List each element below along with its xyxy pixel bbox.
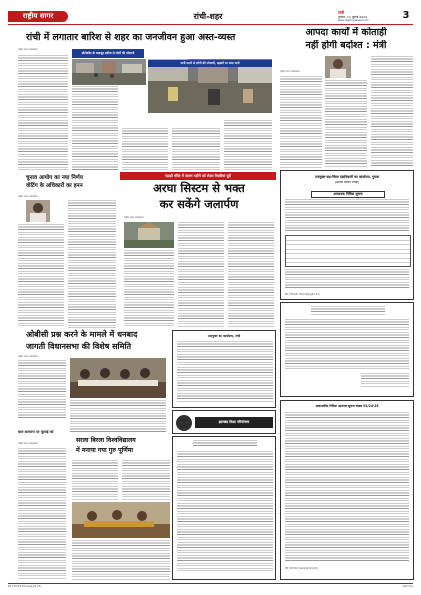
- election-body-col2: [68, 200, 116, 328]
- obc-body-col1: [18, 360, 66, 420]
- mid-body-col3: [228, 222, 274, 328]
- ad-bottom-title: झारखंड शिक्षा परियोजना: [195, 417, 273, 428]
- right-headline-2: नहीं होगी बर्दाश्त : मंत्री: [305, 40, 387, 51]
- lead-body-col3: [122, 128, 168, 170]
- mid-body-col1: [124, 250, 174, 328]
- ad-mid-body: [177, 341, 273, 403]
- tender-notice: [280, 302, 414, 397]
- footer: [8, 583, 413, 590]
- dateline: गुरुवार, 11 जुलाई 2024: [338, 15, 367, 19]
- ad-mid: [172, 330, 276, 408]
- mid-headline-2: कर सकेंगे जलार्पण: [159, 197, 239, 211]
- notice-bottom: [280, 400, 414, 580]
- election-byline: राष्ट्रीय सागर संवाददाता: [18, 195, 38, 198]
- obc-photo-meeting: [70, 358, 166, 398]
- mid-banner: पहाड़ी मंदिर में सावन महीने को लेकर तैयारियां पूरी: [120, 172, 276, 180]
- right-headline-1: आपदा कार्यों में कोताही: [305, 27, 387, 38]
- lead-body-col1: [18, 55, 68, 170]
- lead-photo-flood: [72, 59, 146, 85]
- ad-mid-title: उपायुक्त का कार्यालय, रांची: [207, 334, 241, 338]
- mid-headline-1: अरघा सिस्टम से भक्त: [153, 181, 245, 195]
- notice-bottom-body: [285, 412, 409, 562]
- website: www.rashtriyasagar.com: [338, 19, 369, 22]
- tender-notice-sign: [361, 373, 409, 387]
- page-number: 3: [402, 10, 410, 21]
- brief-body: [18, 448, 66, 580]
- notice-bottom-pr: PR 331516 Deoghar(24-25): [285, 567, 318, 570]
- footer-right: राष्ट्रीय सागर: [402, 585, 413, 588]
- university-headline-2: में मनाया गया गुरु पूर्णिमा: [76, 447, 133, 454]
- right-photo-minister: [325, 56, 351, 78]
- right-body-col1: [280, 76, 322, 168]
- notice-top-pr: PR 331500 Hazaribag(24-25): [285, 293, 320, 296]
- university-headline-1: सरला बिरला विश्वविद्यालय: [76, 437, 136, 444]
- right-byline: राष्ट्रीय सागर संवाददाता: [280, 70, 300, 73]
- notice-top-table: [285, 235, 411, 267]
- ad-bottom: [172, 410, 276, 434]
- lead-byline: राष्ट्रीय सागर संवाददाता: [18, 48, 38, 51]
- university-body-col3: [72, 540, 170, 580]
- lead-subheading: प्रोटोकॉल के बावजूद बारिश से लोगों की परेशानी: [72, 49, 144, 58]
- lead-headline: रांची में लगातार बारिश से शहर का जनजीवन हुआ अस्त-व्यस्त: [26, 32, 236, 43]
- section-title: रांची-शहर: [193, 12, 223, 21]
- masthead: [8, 10, 413, 25]
- obc-headline-2: जागती विधानसभा की विशेष समिति: [26, 342, 132, 351]
- footer-left: PR 333503 Simdega(24-25): [8, 585, 42, 588]
- lead-body-col2: [72, 86, 118, 170]
- obc-body-col2: [70, 400, 166, 434]
- notice-top-body: [285, 199, 409, 233]
- election-photo: [26, 200, 50, 222]
- university-body-col1: [72, 460, 118, 500]
- lead-photo-caption: पानी पटाने से लोगों की परेशानी, सड़कों पर जमा पानी: [148, 60, 272, 67]
- notice-top: [280, 170, 414, 300]
- mid-byline: राष्ट्रीय सागर संवाददाता: [124, 216, 144, 219]
- notice-center-header: [193, 440, 257, 448]
- election-headline-1: चुनाव आयोग का नया निर्णय: [26, 175, 83, 181]
- notice-top-footer: [285, 269, 409, 289]
- university-photo: [72, 502, 170, 538]
- lead-body-col4: [172, 128, 220, 170]
- obc-headline-1: ओबीसी प्रश्न करने के मामले में धनबाद: [26, 330, 138, 339]
- lead-photo-rain: [148, 59, 272, 113]
- notice-bottom-title: आवश्यकीय निविदा आमंत्रण सूचना संख्या 02/24-25: [315, 404, 379, 408]
- brief-byline: राष्ट्रीय सागर संवाददाता: [18, 442, 38, 445]
- brand-logo: राष्ट्रीय सागर: [8, 11, 68, 22]
- right-body-col2: [325, 80, 367, 168]
- mid-photo-temple: [124, 222, 174, 248]
- notice-top-subtitle: (आपदा प्रबंधन शाखा): [334, 180, 360, 184]
- lead-body-col5: [224, 120, 272, 170]
- university-body-col2: [122, 460, 170, 500]
- mid-body-col2: [178, 222, 224, 328]
- notice-top-title: उपायुक्त-सह-जिला दंडाधिकारी का कार्यालय, गुमला: [314, 175, 380, 179]
- election-body-col1: [18, 224, 64, 328]
- edition-city: रांची: [338, 10, 345, 15]
- brief-headline: बाल कल्याण पर जुलाई को: [18, 430, 54, 434]
- emblem-icon: [176, 415, 192, 431]
- notice-top-heading: आवश्यक निविदा सूचना: [311, 191, 385, 198]
- election-headline-2: वोटिंग के अधिकारों का हनन: [26, 183, 83, 189]
- notice-center-body: [177, 451, 273, 571]
- notice-center: [172, 436, 276, 580]
- tender-notice-header: [311, 306, 385, 316]
- right-body-col3: [371, 56, 413, 168]
- obc-byline: राष्ट्रीय सागर संवाददाता: [18, 355, 38, 358]
- tender-notice-body: [285, 319, 409, 369]
